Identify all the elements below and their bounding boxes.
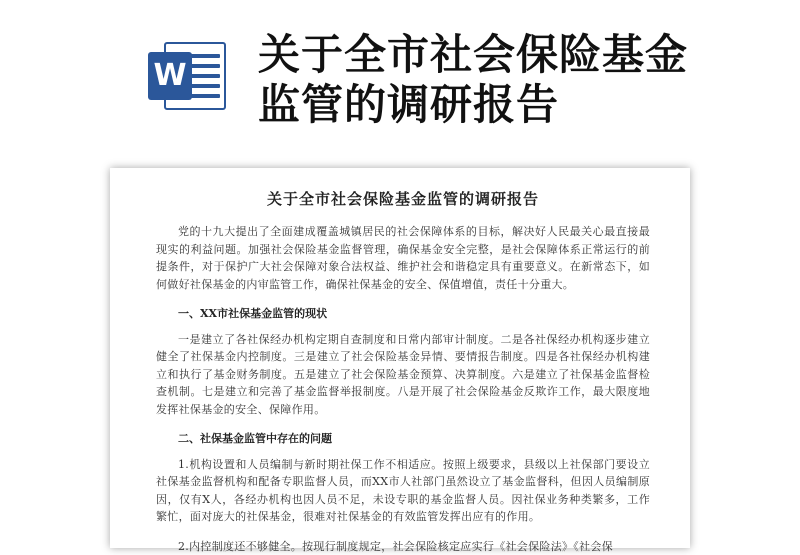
word-icon (142, 40, 232, 112)
section-heading-1: 一、XX市社保基金监管的现状 (156, 305, 650, 323)
banner-title: 关于全市社会保险基金监管的调研报告 (258, 30, 728, 130)
document-page (110, 168, 690, 548)
section-heading-2: 二、社保基金监管中存在的问题 (156, 430, 650, 448)
word-logo-letter: W (148, 52, 192, 100)
document-title: 关于全市社会保险基金监管的调研报告 (156, 188, 650, 209)
intro-paragraph: 党的十九大提出了全面建成覆盖城镇居民的社会保障体系的目标，解决好人民最关心最直接最现实的利益问题。加强社会保险基金监督管理，确保基金安全完整，是社会保障体系正常运行的前提条件，对于保护广大社会保障对象合法权益、维护社会和谐稳定具有重要意义。在新常态下，如何做好社保基金的内审监管工作，确保社保基金的安全、保值增值，责任十分重大。 (156, 223, 650, 293)
banner (0, 0, 800, 140)
section-2-paragraph-1: 1.机构设置和人员编制与新时期社保工作不相适应。按照上级要求，县级以上社保部门要设立社保基金监督机构和配备专职监督人员，而XX市人社部门虽然设立了基金监督科，但因人员编制原因，仅有X人，各经办机构也因人员不足，未设专职的基金监督人员。因社保业务种类繁多，工作繁忙，面对庞大的社保基金，很难对社保基金的有效监管发挥出应有的作用。 (156, 456, 650, 526)
section-2-paragraph-2: 2.内控制度还不够健全。按现行制度规定，社会保险核定应实行《社会保险法》《社会保 (156, 538, 650, 555)
section-1-paragraph: 一是建立了各社保经办机构定期自查制度和日常内部审计制度。二是各社保经办机构逐步建立健全了社保基金内控制度。三是建立了社会保险基金异情、要情报告制度。四是各社保经办机构建立和执行了基金财务制度。五是建立了社会保险基金预算、决算制度。六是建立了社保基金监督检查机制。七是建立和完善了基金监督举报制度。八是开展了社会保险基金反欺诈工作，最大限度地发挥社保基金的安全、保障作用。 (156, 331, 650, 419)
